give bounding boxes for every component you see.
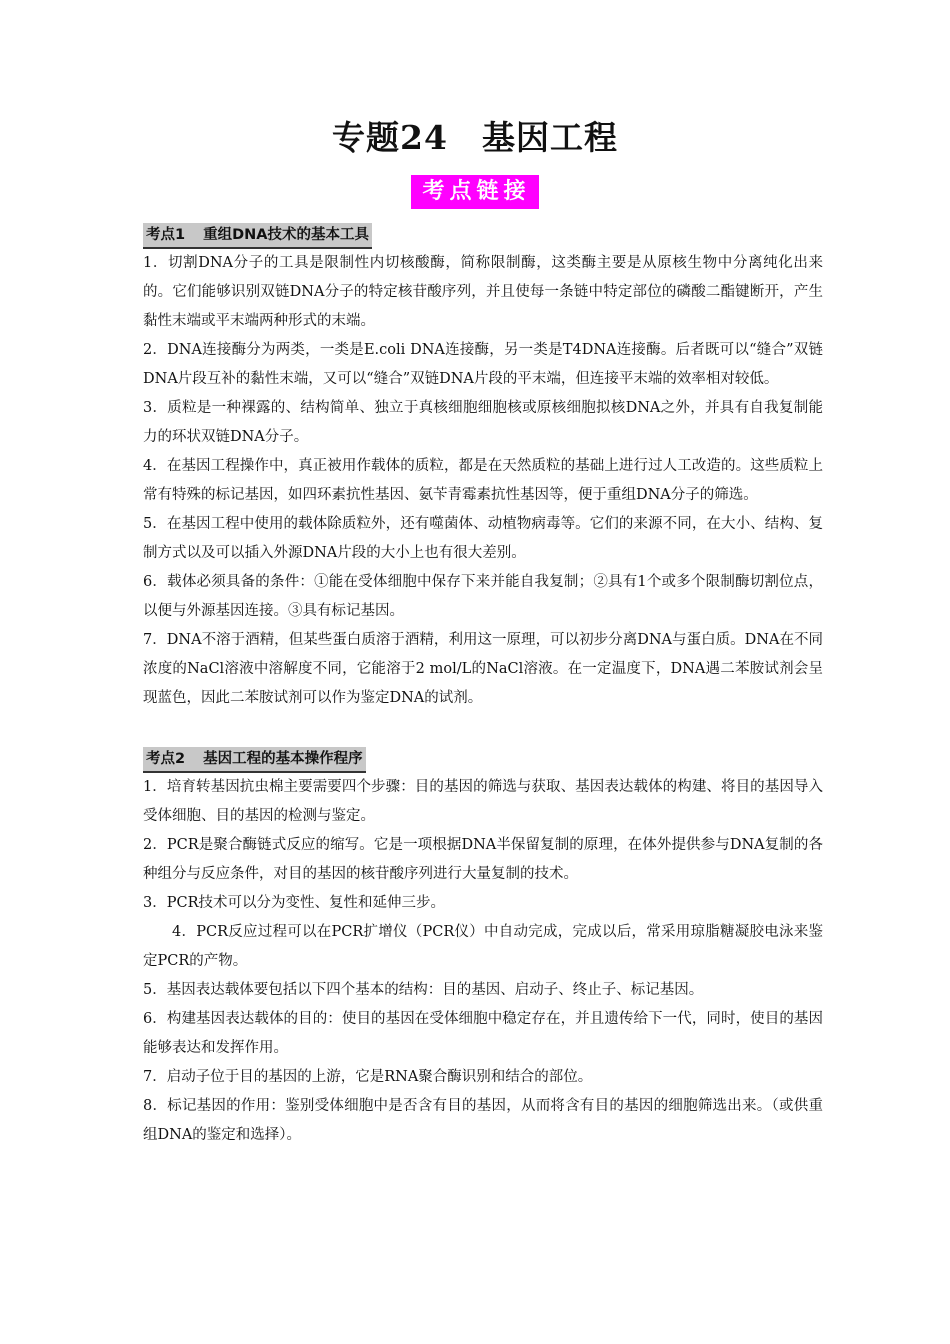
paragraph: 1．切割DNA分子的工具是限制性内切核酸酶，简称限制酶，这类酶主要是从原核生物中分离纯化出来的。它们能够识别双链DNA分子的特定核苷酸序列，并且使每一条链中特定部位的磷酸二酯键断开，产生黏性末端或平末端两种形式的末端。 xyxy=(143,255,823,329)
paragraph: 5．在基因工程中使用的载体除质粒外，还有噬菌体、动植物病毒等。它们的来源不同，在大小、结构、复制方式以及可以插入外源DNA片段的大小上也有很大差别。 xyxy=(143,516,823,561)
paragraph: 4．在基因工程操作中，真正被用作载体的质粒，都是在天然质粒的基础上进行过人工改造的。这些质粒上常有特殊的标记基因，如四环素抗性基因、氨苄青霉素抗性基因等，便于重组DNA分子的筛选。 xyxy=(143,458,823,503)
section-2-number: 考点2 xyxy=(146,751,186,767)
section-banner: 考点链接 xyxy=(411,175,538,209)
banner-wrap xyxy=(0,175,950,209)
section-2-heading xyxy=(143,747,366,773)
paragraph: 2．PCR是聚合酶链式反应的缩写。它是一项根据DNA半保留复制的原理，在体外提供参与DNA复制的各种组分与反应条件，对目的基因的核苷酸序列进行大量复制的技术。 xyxy=(143,837,823,882)
paragraph: 8．标记基因的作用：鉴别受体细胞中是否含有目的基因，从而将含有目的基因的细胞筛选出来。（或供重组DNA的鉴定和选择）。 xyxy=(143,1098,823,1143)
section-1-title: 重组DNA技术的基本工具 xyxy=(203,227,369,243)
paragraph: 7．DNA不溶于酒精，但某些蛋白质溶于酒精，利用这一原理，可以初步分离DNA与蛋白质。DNA在不同浓度的NaCl溶液中溶解度不同，它能溶于2 mol/L的NaCl溶液。在一定温度下，DNA遇二苯胺试剂会呈现蓝色，因此二苯胺试剂可以作为鉴定DNA的试剂。 xyxy=(143,632,823,706)
page-title: 专题24 基因工程 xyxy=(332,118,618,157)
section-1-number: 考点1 xyxy=(146,227,186,243)
section-2-title: 基因工程的基本操作程序 xyxy=(203,751,363,767)
paragraph: 7．启动子位于目的基因的上游，它是RNA聚合酶识别和结合的部位。 xyxy=(143,1069,593,1085)
paragraph: 6．载体必须具备的条件：①能在受体细胞中保存下来并能自我复制；②具有1个或多个限制酶切割位点，以便与外源基因连接。③具有标记基因。 xyxy=(143,574,823,619)
paragraph: 4．PCR反应过程可以在PCR扩增仪（PCR仪）中自动完成，完成以后，常采用琼脂糖凝胶电泳来鉴定PCR的产物。 xyxy=(143,924,823,969)
paragraph: 6．构建基因表达载体的目的：使目的基因在受体细胞中稳定存在，并且遗传给下一代，同时，使目的基因能够表达和发挥作用。 xyxy=(143,1011,823,1056)
paragraph: 1．培育转基因抗虫棉主要需要四个步骤：目的基因的筛选与获取、基因表达载体的构建、将目的基因导入受体细胞、目的基因的检测与鉴定。 xyxy=(143,779,823,824)
paragraph: 2．DNA连接酶分为两类，一类是E.coli DNA连接酶，另一类是T4DNA连接酶。后者既可以“缝合”双链DNA片段互补的黏性末端，又可以“缝合”双链DNA片段的平末端，但连接平末端的效率相对较低。 xyxy=(143,342,823,387)
paragraph: 5．基因表达载体要包括以下四个基本的结构：目的基因、启动子、终止子、标记基因。 xyxy=(143,982,704,998)
paragraph: 3．质粒是一种裸露的、结构简单、独立于真核细胞细胞核或原核细胞拟核DNA之外，并具有自我复制能力的环状双链DNA分子。 xyxy=(143,400,823,445)
paragraph: 3．PCR技术可以分为变性、复性和延伸三步。 xyxy=(143,895,445,911)
section-1 xyxy=(143,223,823,713)
section-1-heading xyxy=(143,223,372,249)
content xyxy=(143,223,823,1150)
section-2 xyxy=(143,747,823,1150)
